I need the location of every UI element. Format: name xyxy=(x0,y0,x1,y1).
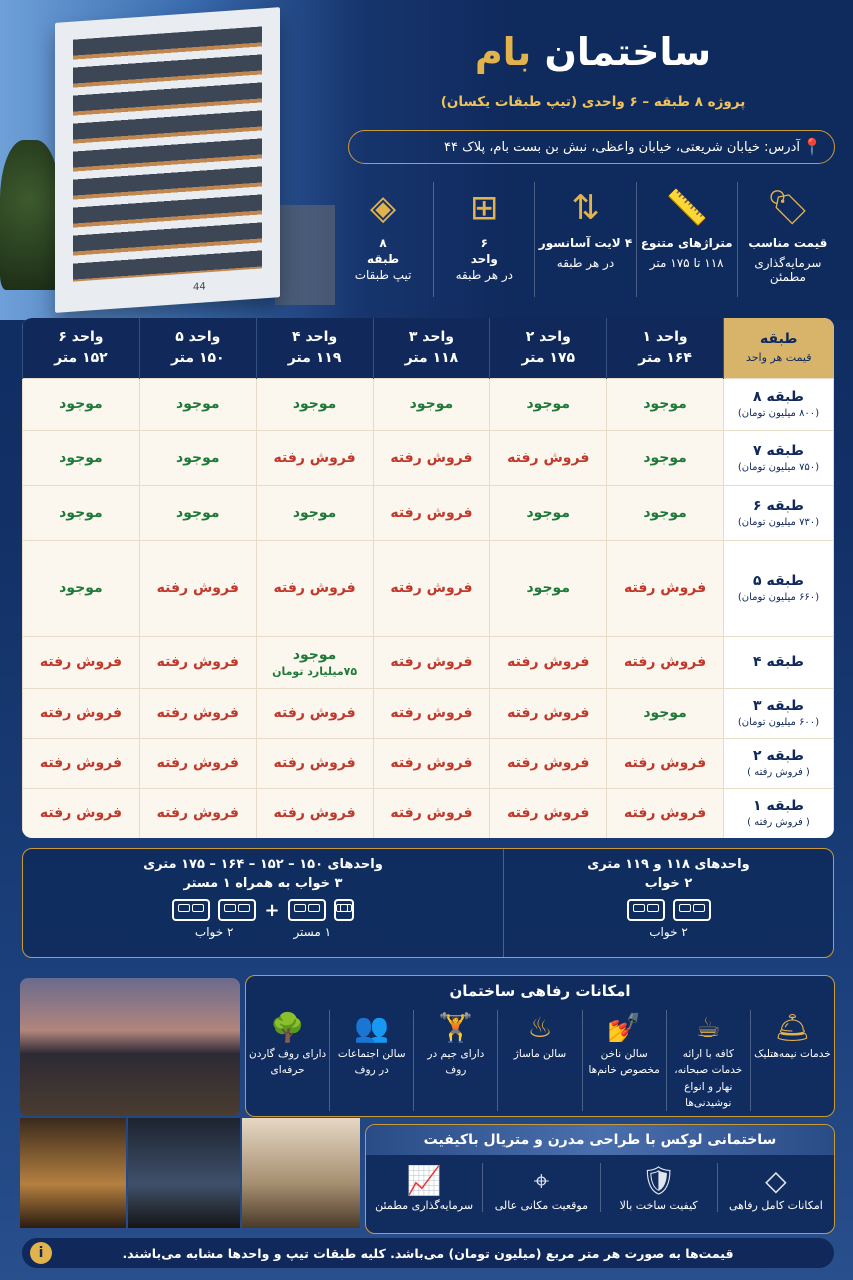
cloche-icon: 🛎 xyxy=(774,1011,811,1044)
unit-status-cell: فروش رفته xyxy=(256,540,373,636)
table-row xyxy=(23,636,834,688)
amenity-item: 👥 سالن اجتماعات در روف xyxy=(329,1010,413,1111)
address-bar xyxy=(348,130,835,164)
unit-status-cell: فروش رفته xyxy=(139,688,256,738)
small-units-info: واحدهای ۱۱۸ و ۱۱۹ متری ۲ خواب ۲ خواب xyxy=(503,849,833,957)
unit-status-cell: فروش رفته xyxy=(23,738,140,788)
unit-status-cell: فروش رفته xyxy=(373,636,490,688)
table-row xyxy=(23,788,834,838)
feature-units: ⊞ ۶ واحد در هر طبقه xyxy=(433,182,534,297)
unit-status-cell: موجود xyxy=(490,540,607,636)
unit-status-cell: فروش رفته xyxy=(373,485,490,540)
unit-header: واحد ۳ ۱۱۸ متر xyxy=(373,318,490,378)
luxury-item: ◇ امکانات کامل رفاهی xyxy=(717,1163,834,1212)
amenities-panel xyxy=(245,975,835,1117)
unit-status-cell: فروش رفته xyxy=(256,738,373,788)
unit-status-cell: موجود xyxy=(607,378,724,430)
unit-status-cell: موجود xyxy=(607,485,724,540)
unit-status-cell: موجود xyxy=(139,485,256,540)
floor-cell: طبقه ۲ ( فروش رفته ) xyxy=(724,738,834,788)
unit-status-cell: موجود xyxy=(23,540,140,636)
building-number: 44 xyxy=(193,281,206,294)
unit-status-cell: فروش رفته xyxy=(23,636,140,688)
amenities-title: امکانات رفاهی ساختمان xyxy=(449,982,631,1000)
luxury-panel xyxy=(365,1124,835,1234)
large-units-info: واحدهای ۱۵۰ – ۱۵۲ – ۱۶۴ – ۱۷۵ متری ۳ خواب به همراه ۱ مستر + ۱ مستر ۲ خواب xyxy=(143,857,383,939)
features-row xyxy=(333,182,838,297)
diamond-icon: ◇ xyxy=(765,1164,787,1197)
nail-salon-icon: 💅 xyxy=(606,1011,642,1044)
unit-status-cell: فروش رفته xyxy=(607,540,724,636)
elevator-icon: ⇅ xyxy=(571,188,600,228)
unit-status-cell: موجود xyxy=(139,430,256,485)
page-subtitle: پروژه ۸ طبقه – ۶ واحدی (تیپ طبقات یکسان) xyxy=(440,94,746,110)
bed-icon xyxy=(673,899,711,921)
floor-cell: طبقه ۶ (۷۳۰ میلیون تومان) xyxy=(724,485,834,540)
unit-status-cell: فروش رفته xyxy=(373,688,490,738)
tree-image xyxy=(0,140,60,290)
page-title xyxy=(443,30,743,74)
floor-cell: طبقه ۵ (۶۶۰ میلیون تومان) xyxy=(724,540,834,636)
feature-elevator: ⇅ ۴ لایت آسانسور در هر طبقه xyxy=(534,182,635,297)
master-bed-icon xyxy=(334,899,354,921)
unit-status-cell: فروش رفته xyxy=(256,430,373,485)
layers-icon: ◈ xyxy=(370,188,397,228)
ruler-icon: 📏 xyxy=(665,188,708,228)
location-pin-icon: 📍 xyxy=(802,137,822,156)
unit-status-cell: فروش رفته xyxy=(139,738,256,788)
amenity-item: 🛎 خدمات نیمه‌هتلیک xyxy=(750,1010,834,1111)
unit-status-cell: موجود xyxy=(23,430,140,485)
gym-photo xyxy=(128,1118,240,1228)
table-row xyxy=(23,378,834,430)
unit-status-cell: موجود ۷۵میلیارد تومان xyxy=(256,636,373,688)
unit-status-cell: موجود xyxy=(607,430,724,485)
unit-status-cell: فروش رفته xyxy=(607,738,724,788)
price-footnote: قیمت‌ها به صورت هر متر مربع (میلیون تومان) می‌باشد. کلیه طبقات تیپ و واحدها مشابه می‌باشند. i xyxy=(22,1238,834,1268)
unit-status-cell: فروش رفته xyxy=(607,788,724,838)
table-row xyxy=(23,430,834,485)
coffee-cup-icon: ☕ xyxy=(695,1011,721,1044)
address-text: آدرس: خیابان شریعتی، خیابان واعظی، نبش بن بست بام، پلاک ۴۴ xyxy=(443,139,800,155)
unit-status-cell: فروش رفته xyxy=(490,688,607,738)
luxury-item: 🛡 کیفیت ساخت بالا xyxy=(600,1163,717,1212)
location-pin-icon: ⌖ xyxy=(533,1164,550,1197)
unit-status-cell: فروش رفته xyxy=(23,788,140,838)
unit-status-cell: موجود xyxy=(23,485,140,540)
table-row xyxy=(23,485,834,540)
availability-table xyxy=(22,318,834,838)
bed-icon xyxy=(288,899,326,921)
unit-status-cell: فروش رفته xyxy=(607,636,724,688)
unit-header: واحد ۱ ۱۶۴ متر xyxy=(607,318,724,378)
title-white: ساختمان xyxy=(544,30,712,74)
cafe-photo xyxy=(20,1118,126,1228)
floor-cell: طبقه ۷ (۷۵۰ میلیون تومان) xyxy=(724,430,834,485)
building-photo xyxy=(55,7,280,313)
unit-header: واحد ۶ ۱۵۲ متر xyxy=(23,318,140,378)
unit-status-cell: فروش رفته xyxy=(23,688,140,738)
price-tag-icon: 🏷 xyxy=(766,188,810,228)
bed-icon xyxy=(172,899,210,921)
growth-chart-icon: 📈 xyxy=(406,1164,442,1197)
bed-icon xyxy=(627,899,665,921)
unit-status-cell: فروش رفته xyxy=(139,788,256,838)
unit-status-cell: فروش رفته xyxy=(139,636,256,688)
luxury-title: ساختمانی لوکس با طراحی مدرن و متریال باکیفیت xyxy=(366,1125,834,1155)
floor-column-header: طبقه قیمت هر واحد xyxy=(724,318,834,378)
grid-icon: ⊞ xyxy=(470,188,499,228)
unit-status-cell: فروش رفته xyxy=(373,788,490,838)
unit-status-cell: موجود xyxy=(490,378,607,430)
unit-status-cell: موجود xyxy=(490,485,607,540)
floor-cell: طبقه ۳ (۶۰۰ میلیون تومان) xyxy=(724,688,834,738)
unit-status-cell: فروش رفته xyxy=(490,430,607,485)
unit-status-cell: فروش رفته xyxy=(490,636,607,688)
price-note: ۷۵میلیارد تومان xyxy=(272,664,358,678)
floor-cell: طبقه ۸ (۸۰۰ میلیون تومان) xyxy=(724,378,834,430)
title-block xyxy=(443,30,743,74)
table-row xyxy=(23,540,834,636)
amenity-item: ♨ سالن ماساژ xyxy=(497,1010,581,1111)
unit-header: واحد ۵ ۱۵۰ متر xyxy=(139,318,256,378)
unit-status-cell: موجود xyxy=(373,378,490,430)
table-row xyxy=(23,738,834,788)
dumbbell-icon: 🏋 xyxy=(438,1011,474,1044)
unit-status-cell: فروش رفته xyxy=(373,430,490,485)
unit-status-cell: فروش رفته xyxy=(139,540,256,636)
feature-sizes: 📏 متراژهای متنوع ۱۱۸ تا ۱۷۵ متر xyxy=(636,182,737,297)
luxury-item: 📈 سرمایه‌گذاری مطمئن xyxy=(366,1163,482,1212)
plus-icon: + xyxy=(264,899,280,921)
info-icon: i xyxy=(30,1242,52,1264)
title-gold: بام xyxy=(474,30,532,74)
rooftop-photo xyxy=(20,978,240,1116)
bed-icon xyxy=(218,899,256,921)
neighbor-building-image xyxy=(275,205,335,305)
unit-status-cell: فروش رفته xyxy=(373,738,490,788)
amenity-item: 🏋 دارای جیم در روف xyxy=(413,1010,497,1111)
feature-floors: ◈ ۸ طبقه تیپ طبقات xyxy=(354,188,412,282)
luxury-item: ⌖ موقعیت مکانی عالی xyxy=(482,1163,599,1212)
unit-status-cell: فروش رفته xyxy=(490,738,607,788)
unit-status-cell: فروش رفته xyxy=(373,540,490,636)
unit-status-cell: فروش رفته xyxy=(256,788,373,838)
shield-check-icon: 🛡 xyxy=(640,1164,677,1197)
roof-garden-icon: 🌳 xyxy=(270,1011,306,1044)
amenity-item: 💅 سالن ناخن مخصوص خانم‌ها xyxy=(582,1010,666,1111)
amenity-item: ☕ کافه با ارائه خدمات صبحانه، نهار و انواع نوشیدنی‌ها xyxy=(666,1010,750,1111)
amenity-item: 🌳 دارای روف گاردن حرفه‌ای xyxy=(249,1011,327,1077)
unit-status-cell: موجود xyxy=(256,378,373,430)
table-header-row xyxy=(23,318,834,378)
unit-status-cell: فروش رفته xyxy=(490,788,607,838)
unit-header: واحد ۴ ۱۱۹ متر xyxy=(256,318,373,378)
floor-cell: طبقه ۱ ( فروش رفته ) xyxy=(724,788,834,838)
meeting-room-photo xyxy=(242,1118,360,1228)
unit-status-cell: موجود xyxy=(139,378,256,430)
feature-price: 🏷 قیمت مناسب سرمایه‌گذاری مطمئن xyxy=(737,182,838,297)
unit-status-cell: موجود xyxy=(23,378,140,430)
unit-status-cell: موجود xyxy=(256,485,373,540)
people-icon: 👥 xyxy=(354,1011,390,1044)
floor-cell: طبقه ۴ xyxy=(724,636,834,688)
unit-header: واحد ۲ ۱۷۵ متر xyxy=(490,318,607,378)
table-row xyxy=(23,688,834,738)
massage-icon: ♨ xyxy=(527,1011,553,1044)
unit-status-cell: فروش رفته xyxy=(256,688,373,738)
unit-status-cell: موجود xyxy=(607,688,724,738)
bedroom-info xyxy=(22,848,834,958)
